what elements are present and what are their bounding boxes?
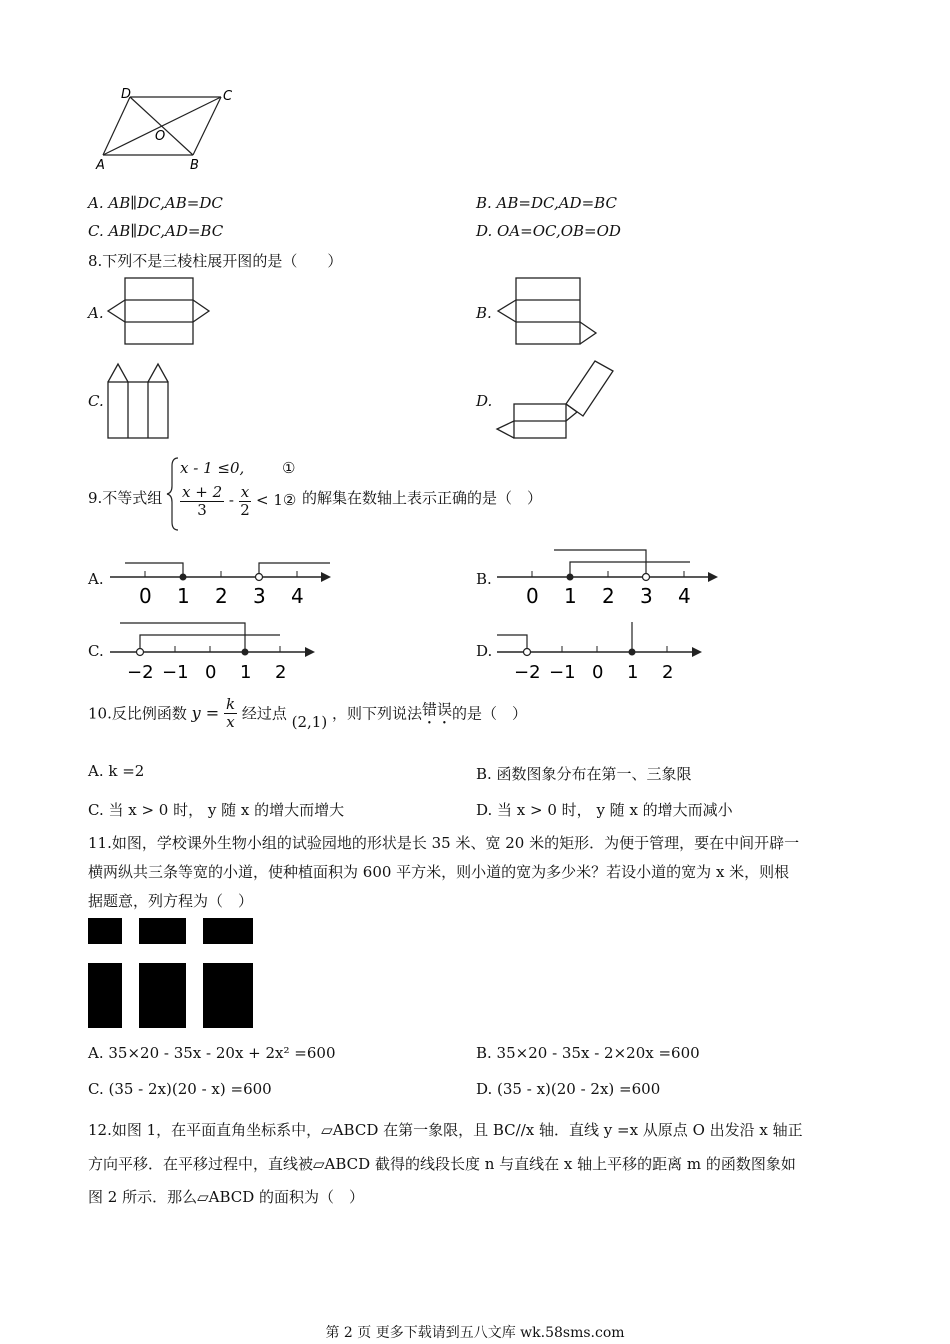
q9-label-a[interactable]: A. (88, 570, 104, 588)
q9-den2: 2 (240, 500, 250, 519)
q9-numberline-c (105, 618, 325, 683)
tick-d-2: 0 (592, 662, 604, 683)
q11-option-b[interactable]: B. 35×20 - 35x - 2×20x =600 (476, 1044, 700, 1062)
q8-stem: 8.下列不是三棱柱展开图的是（ ） (88, 252, 343, 270)
q9-fraction-2 (239, 484, 251, 518)
tick-b-1: 1 (564, 584, 577, 608)
label-b: B (190, 158, 199, 173)
q11-line2: 横两纵共三条等宽的小道，使种植面积为 600 平方米，则小道的宽为多少米？若设小道的宽为 x 米，则根 (88, 863, 790, 881)
q11-option-c[interactable]: C. (35 - 2x)(20 - x) =600 (88, 1080, 272, 1098)
garden-figure (88, 918, 258, 1030)
q10-k: k (225, 695, 236, 713)
tick-a-4: 4 (291, 584, 304, 608)
q9-line1: x - 1 ≤0, (180, 459, 245, 477)
tick-c-3: 1 (240, 662, 252, 683)
q10-option-c[interactable]: C. 当 x > 0 时， y 随 x 的增大而增大 (88, 801, 345, 819)
tick-b-2: 2 (602, 584, 615, 608)
q9-line2 (180, 484, 296, 518)
q9-minus: - (228, 491, 234, 509)
q10-prefix: 10.反比例函数 (88, 704, 187, 723)
q10-suffix-a: ，则下列说法 (331, 704, 422, 723)
q9-mark1: ① (282, 459, 296, 477)
q9-label-c[interactable]: C. (88, 642, 104, 660)
q10-y-eq: y = (191, 703, 220, 723)
tick-c-1: −1 (162, 662, 189, 683)
q9-num1: x + 2 (182, 483, 223, 501)
q8-label-b[interactable]: B. (476, 304, 492, 322)
tick-a-2: 2 (215, 584, 228, 608)
q9-den1: 3 (197, 500, 207, 519)
q11-line3: 据题意，列方程为（ ） (88, 892, 254, 910)
tick-b-3: 3 (640, 584, 653, 608)
q9-suffix: 的解集在数轴上表示正确的是（ ） (302, 489, 543, 507)
tick-c-2: 0 (205, 662, 217, 683)
q9-numberline-d (492, 618, 712, 683)
tick-d-1: −1 (549, 662, 576, 683)
q12-line1: 12.如图 1，在平面直角坐标系中，▱ABCD 在第一象限，且 BC//x 轴．直线 y =x 从原点 O 出发沿 x 轴正 (88, 1121, 803, 1139)
q7-option-c[interactable]: C. AB∥DC,AD=BC (88, 222, 224, 240)
q8-net-c (105, 360, 175, 442)
q10-emph: 错误 (421, 700, 452, 719)
tick-d-3: 1 (627, 662, 639, 683)
q9-prefix: 9.不等式组 (88, 489, 163, 507)
q10-option-b[interactable]: B. 函数图象分布在第一、三象限 (476, 765, 692, 783)
parallelogram-figure (95, 85, 245, 175)
page-footer: 第 2 页 更多下载请到五八文库 wk.58sms.com (325, 1325, 625, 1341)
q10-option-d[interactable]: D. 当 x > 0 时， y 随 x 的增大而减小 (476, 801, 733, 819)
q9-mark2: ② (282, 491, 297, 509)
q8-label-c[interactable]: C. (88, 392, 104, 410)
q10-stem (88, 696, 527, 731)
q9-fraction-1 (180, 484, 224, 518)
label-c: C (223, 89, 233, 104)
q10-suffix-b: 的是（ ） (452, 704, 528, 723)
tick-d-4: 2 (662, 662, 674, 683)
q10-x: x (226, 712, 235, 731)
q10-fraction (224, 696, 237, 730)
q9-label-b[interactable]: B. (476, 570, 492, 588)
tick-c-4: 2 (275, 662, 287, 683)
q9-system-brace (166, 456, 180, 532)
label-d: D (121, 87, 132, 102)
q8-net-a (105, 276, 215, 346)
q9-numberline-a (105, 555, 340, 610)
tick-b-4: 4 (678, 584, 691, 608)
q11-option-a[interactable]: A. 35×20 - 35x - 20x + 2x² =600 (88, 1044, 336, 1062)
q8-net-b (492, 276, 602, 346)
q8-label-d[interactable]: D. (476, 392, 493, 410)
q9-label-d[interactable]: D. (476, 642, 493, 660)
tick-a-1: 1 (177, 584, 190, 608)
q7-option-d[interactable]: D. OA=OC,OB=OD (476, 222, 621, 240)
q11-line1: 11.如图，学校课外生物小组的试验园地的形状是长 35 米、宽 20 米的矩形．为便于管理，要在中间开辟一 (88, 834, 800, 852)
q9-lt: < 1 (256, 491, 283, 509)
q12-line2: 方向平移．在平移过程中，直线被▱ABCD 截得的线段长度 n 与直线在 x 轴上平移的距离 m 的函数图象如 (88, 1155, 796, 1173)
q10-point: (2,1) (291, 713, 328, 731)
q10-option-a[interactable]: A. k =2 (88, 762, 145, 780)
q10-mid: 经过点 (241, 704, 287, 723)
q9-num2: x (240, 483, 250, 501)
q7-option-a[interactable]: A. AB∥DC,AB=DC (88, 194, 223, 212)
tick-d-0: −2 (514, 662, 541, 683)
q8-label-a[interactable]: A. (88, 304, 104, 322)
q8-net-d (492, 356, 622, 442)
q11-option-d[interactable]: D. (35 - x)(20 - 2x) =600 (476, 1080, 661, 1098)
label-a: A (96, 158, 105, 173)
tick-c-0: −2 (127, 662, 154, 683)
tick-a-3: 3 (253, 584, 266, 608)
label-o: O (155, 129, 166, 144)
q7-option-b[interactable]: B. AB=DC,AD=BC (476, 194, 617, 212)
q12-line3: 图 2 所示．那么▱ABCD 的面积为（ ） (88, 1188, 365, 1206)
tick-a-0: 0 (139, 584, 152, 608)
q9-numberline-b (492, 545, 727, 610)
tick-b-0: 0 (526, 584, 539, 608)
